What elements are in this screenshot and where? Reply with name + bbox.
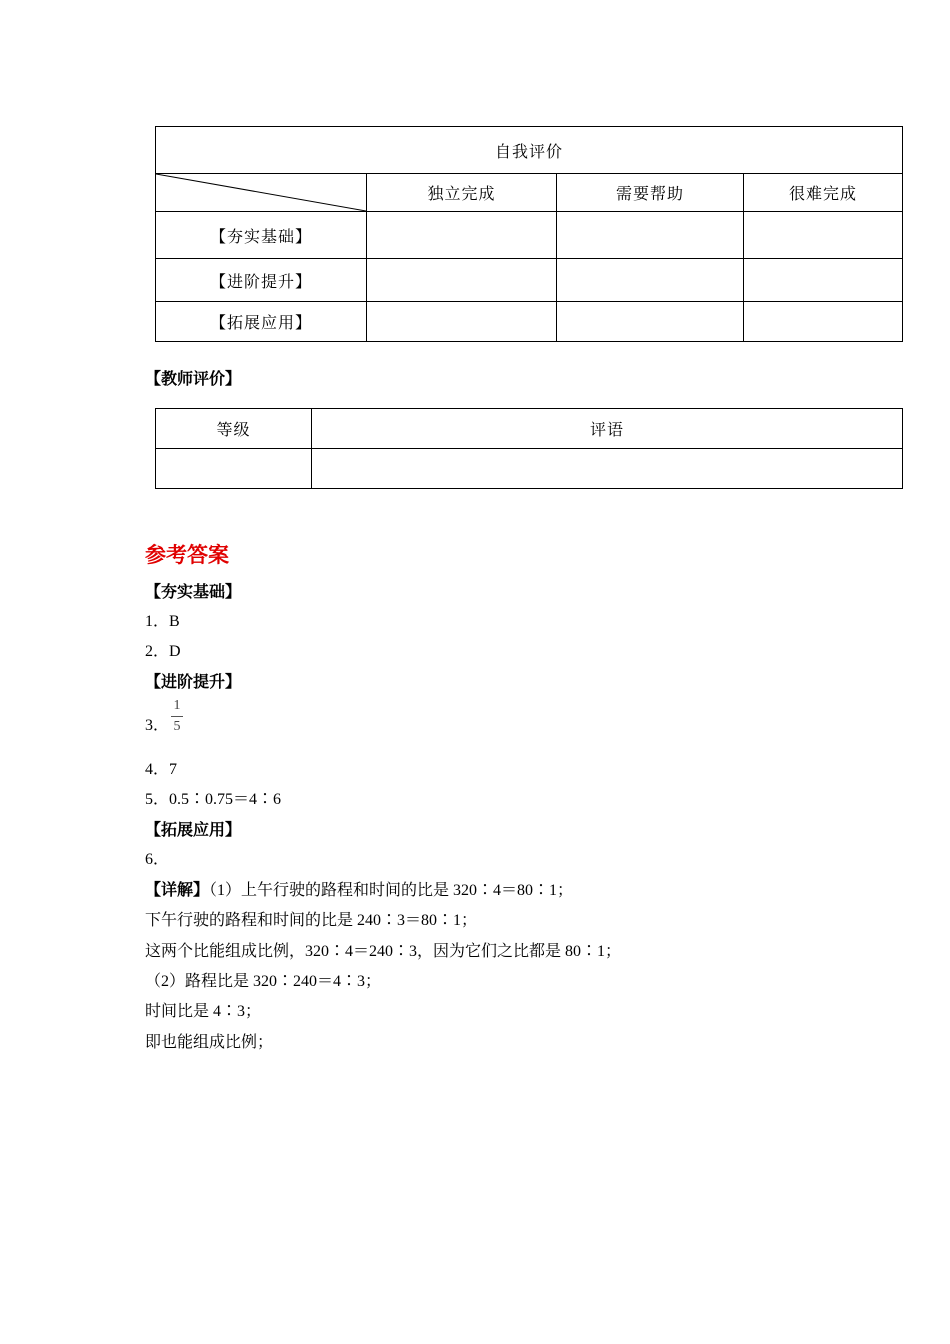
column-header-grade: 等级 [156, 409, 312, 449]
answer-3-prefix: 3． [145, 717, 170, 734]
row-label-advanced: 【进阶提升】 [156, 259, 367, 302]
diagonal-line [156, 174, 366, 211]
rating-cell[interactable] [367, 212, 557, 259]
self-evaluation-title: 自我评价 [156, 127, 903, 174]
section-extended: 【拓展应用】 [145, 820, 242, 839]
row-label-basic: 【夯实基础】 [156, 212, 367, 259]
self-evaluation-table [155, 126, 903, 342]
rating-cell[interactable] [744, 259, 903, 302]
row-label-extended: 【拓展应用】 [156, 302, 367, 342]
answer-2: 2．D [145, 643, 181, 660]
answer-3-fraction [171, 698, 183, 735]
section-advanced: 【进阶提升】 [145, 672, 242, 691]
answer-4: 4．7 [145, 761, 178, 778]
column-header-independent: 独立完成 [367, 174, 557, 212]
column-header-comment: 评语 [312, 409, 903, 449]
detail-line-1 [145, 877, 573, 900]
rating-cell[interactable] [557, 212, 744, 259]
rating-cell[interactable] [367, 302, 557, 342]
fraction-bar [171, 716, 183, 717]
column-header-need-help: 需要帮助 [557, 174, 744, 212]
rating-cell[interactable] [557, 302, 744, 342]
teacher-evaluation-table [155, 408, 903, 489]
diagonal-header-cell [156, 174, 367, 212]
rating-cell[interactable] [744, 302, 903, 342]
teacher-evaluation-heading: 【教师评价】 [145, 369, 242, 388]
detail-line-6: 即也能组成比例； [145, 1034, 274, 1051]
rating-cell[interactable] [557, 259, 744, 302]
detail-line-4: （2）路程比是 320∶240＝4∶3； [145, 973, 382, 990]
detail-line-1-text: （1）上午行驶的路程和时间的比是 320∶4＝80∶1； [209, 882, 574, 899]
fraction-denominator: 5 [173, 719, 181, 734]
answer-1: 1．B [145, 613, 180, 630]
section-basic: 【夯实基础】 [145, 582, 242, 601]
detail-line-2: 下午行驶的路程和时间的比是 240∶3＝80∶1； [145, 912, 478, 929]
rating-cell[interactable] [367, 259, 557, 302]
column-header-difficult: 很难完成 [744, 174, 903, 212]
detail-label: 【详解】 [145, 880, 210, 899]
grade-cell[interactable] [156, 449, 312, 489]
comment-cell[interactable] [312, 449, 903, 489]
answer-5: 5．0.5∶0.75＝4∶6 [145, 791, 282, 808]
detail-line-3: 这两个比能组成比例，320∶4＝240∶3，因为它们之比都是 80∶1； [145, 943, 622, 960]
rating-cell[interactable] [744, 212, 903, 259]
answer-6: 6． [145, 851, 170, 868]
fraction-numerator: 1 [173, 698, 181, 713]
answers-title: 参考答案 [145, 542, 229, 567]
detail-line-5: 时间比是 4∶3； [145, 1003, 262, 1020]
